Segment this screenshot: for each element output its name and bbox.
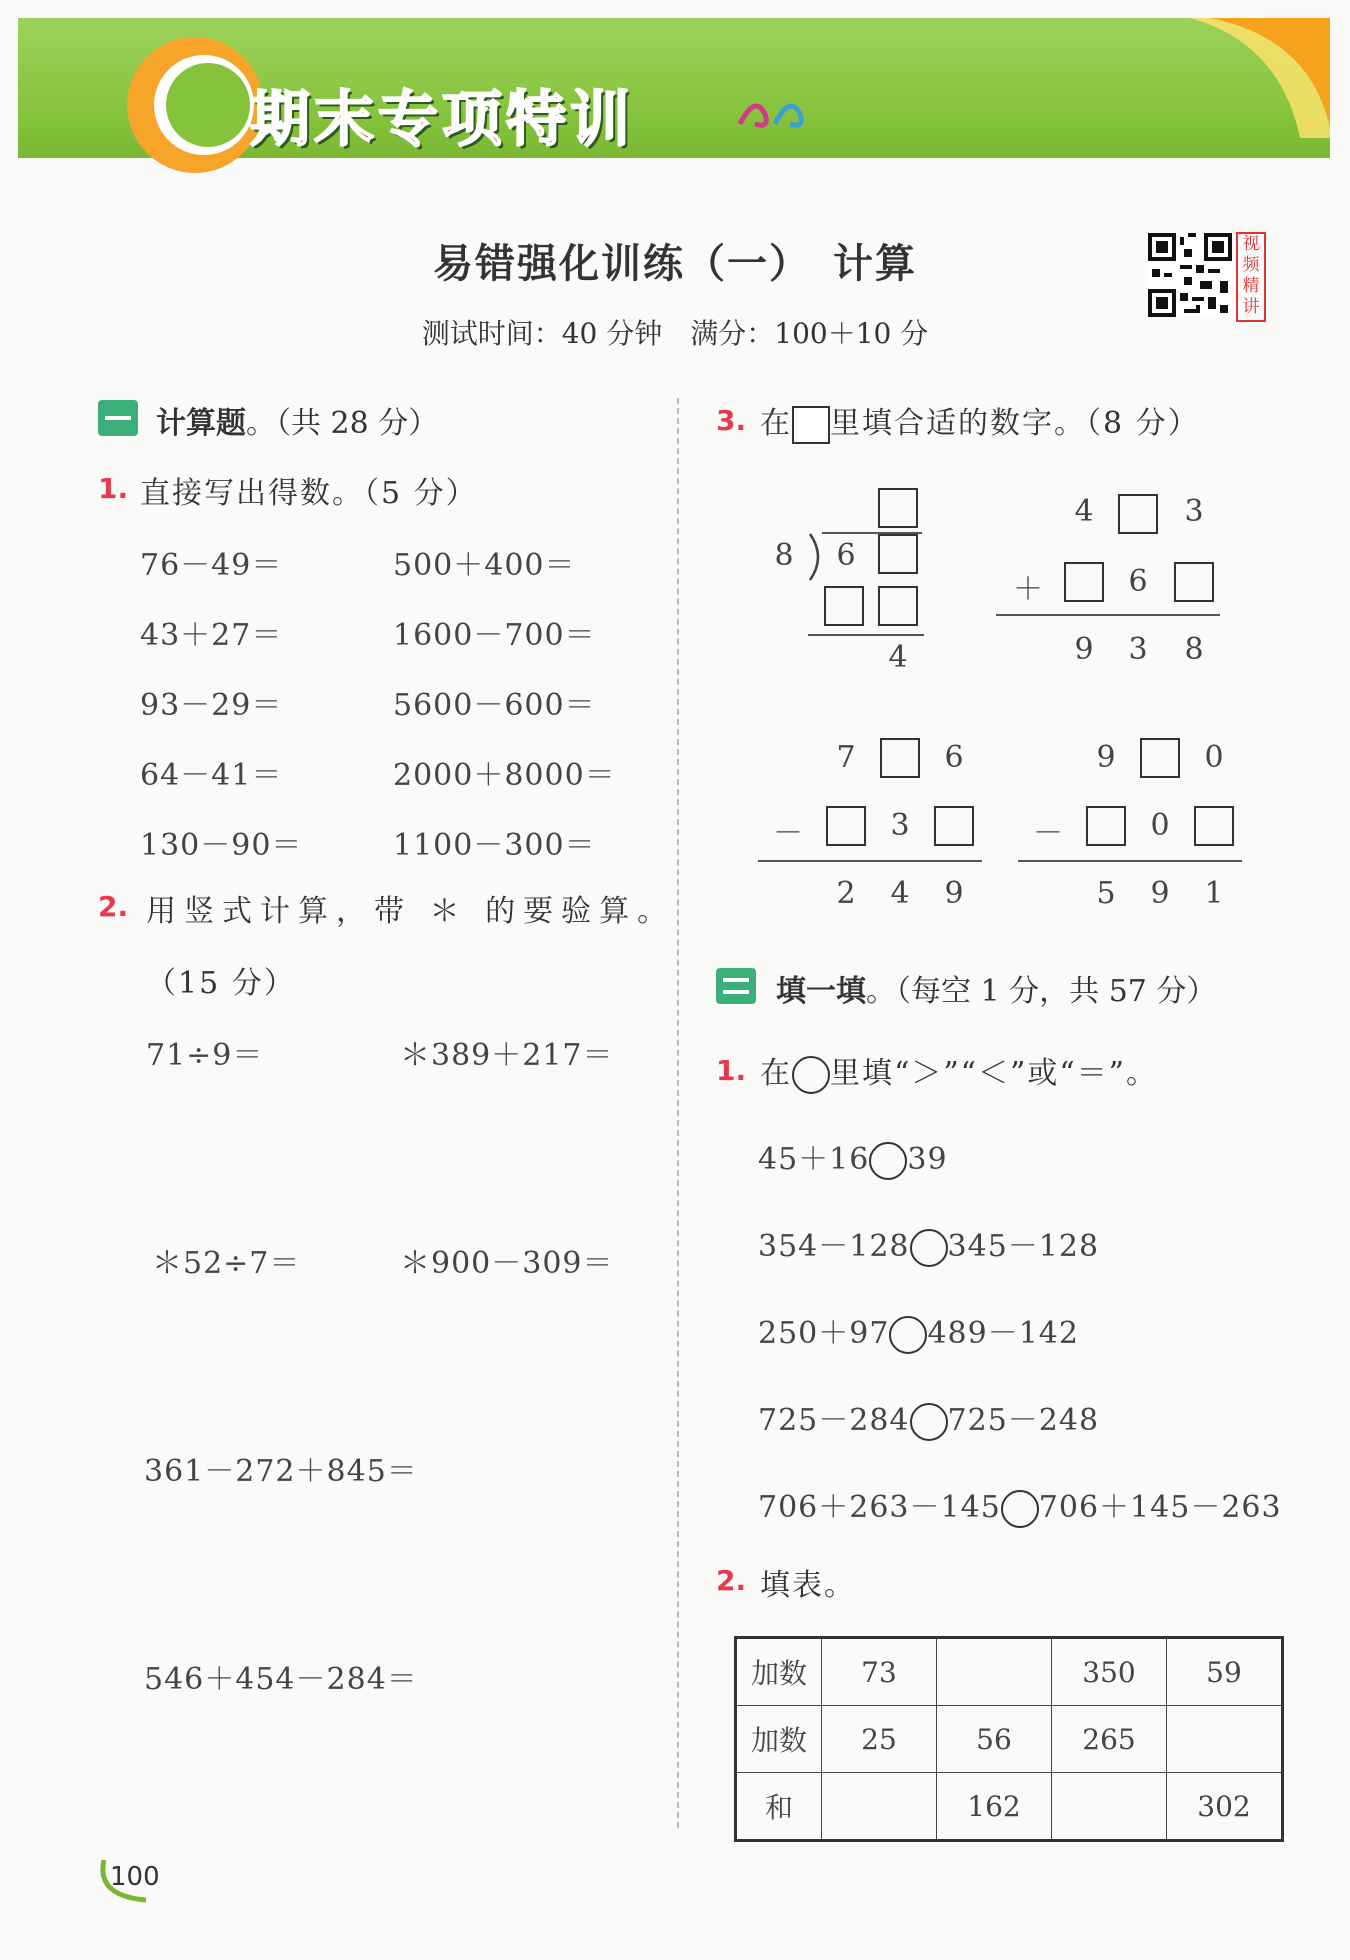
s2q1-text-before: 在 (760, 1056, 792, 1091)
division-bracket (806, 532, 828, 582)
column-divider (677, 398, 679, 1828)
digit: 9 (1096, 740, 1116, 775)
answer-box[interactable] (824, 586, 864, 626)
section2-title: 填一填 (776, 974, 866, 1009)
answer-box[interactable] (1194, 806, 1234, 846)
section1-title: 计算题 (156, 406, 246, 441)
q1-item: 76－49＝ (140, 548, 283, 583)
qr-label-char: 讲 (1242, 297, 1260, 317)
s2q2-text: 填表。 (760, 1568, 856, 1603)
table-cell: 56 (937, 1706, 1052, 1773)
compare-left: 354－128 (758, 1229, 910, 1264)
q3-number: 3. (716, 404, 747, 437)
answer-box[interactable] (934, 806, 974, 846)
digit: 9 (1150, 876, 1170, 911)
q2-item: 71÷9＝ (146, 1038, 264, 1073)
compare-right: 489－142 (927, 1316, 1079, 1351)
q1-item: 130－90＝ (140, 828, 303, 863)
qr-label-char: 视 (1242, 234, 1260, 254)
section2-heading (776, 966, 1216, 1010)
s2q1-number: 1. (716, 1054, 747, 1087)
section2-detail: 。（每空 1 分，共 57 分） (866, 974, 1217, 1009)
digit: 0 (1150, 808, 1170, 843)
section1-detail: 。（共 28 分） (246, 406, 439, 441)
q1-item: 64－41＝ (140, 758, 283, 793)
compare-item (758, 1134, 948, 1180)
qr-label-char: 精 (1242, 276, 1260, 296)
q3-text-after: 里填合适的数字。（8 分） (830, 406, 1200, 441)
table-cell-blank[interactable] (1052, 1773, 1167, 1841)
table-cell: 59 (1167, 1638, 1283, 1706)
answer-circle[interactable] (910, 1403, 948, 1441)
s2q1-text (760, 1048, 1158, 1094)
q2-item: ＊900－309＝ (400, 1246, 614, 1281)
section1-heading (156, 398, 438, 442)
q2-text: 用竖式计算，带 ＊ 的要验算。 (146, 894, 676, 929)
row-header: 加数 (736, 1706, 822, 1773)
answer-box[interactable] (1174, 562, 1214, 602)
table-cell: 302 (1167, 1773, 1283, 1841)
q1-item: 93－29＝ (140, 688, 283, 723)
digit: 0 (1204, 740, 1224, 775)
page-title: 易错强化训练（一） 计算 (433, 241, 917, 287)
answer-box[interactable] (1140, 738, 1180, 778)
table-row (736, 1706, 1283, 1773)
operator: ＋ (1013, 572, 1043, 607)
table-row (736, 1773, 1283, 1841)
q2-item: ＊52÷7＝ (152, 1246, 301, 1281)
digit: 2 (836, 876, 856, 911)
compare-left: 45＋16 (758, 1142, 870, 1177)
digit: 5 (1096, 876, 1116, 911)
answer-circle[interactable] (889, 1316, 927, 1354)
q1-item: 43＋27＝ (140, 618, 283, 653)
division-line (808, 634, 924, 636)
answer-circle[interactable] (1001, 1490, 1039, 1528)
answer-box[interactable] (878, 534, 918, 574)
q3-text (760, 398, 1200, 444)
answer-box[interactable] (1118, 494, 1158, 534)
q2-item: 546＋454－284＝ (144, 1662, 418, 1697)
q2-item: 361－272＋845＝ (144, 1454, 418, 1489)
q2-score: （15 分） (146, 966, 296, 1001)
banner-swoosh (1190, 18, 1330, 138)
digit: 8 (1184, 632, 1204, 667)
table-row (736, 1638, 1283, 1706)
q1-item: 5600－600＝ (393, 688, 596, 723)
table-cell-blank[interactable] (822, 1773, 937, 1841)
compare-right: 706＋145－263 (1038, 1490, 1282, 1525)
q1-text: 直接写出得数。（5 分） (140, 476, 478, 511)
qr-label (1236, 232, 1266, 322)
digit: 4 (890, 876, 910, 911)
q2-number: 2. (98, 890, 129, 923)
compare-item (758, 1395, 1099, 1441)
table-cell: 162 (937, 1773, 1052, 1841)
remainder: 4 (888, 640, 908, 675)
compare-left: 706＋263－145 (758, 1490, 1001, 1525)
section2-badge (716, 968, 756, 1004)
compare-right: 39 (907, 1142, 948, 1177)
digit: 3 (890, 808, 910, 843)
digit: 9 (944, 876, 964, 911)
operator: － (1033, 816, 1063, 851)
q1-number: 1. (98, 472, 129, 505)
answer-box[interactable] (1064, 562, 1104, 602)
digit: 9 (1074, 632, 1094, 667)
q2-item: ＊389＋217＝ (400, 1038, 614, 1073)
row-header: 加数 (736, 1638, 822, 1706)
compare-item (758, 1482, 1282, 1528)
section1-badge (98, 400, 138, 436)
difference-line (1018, 860, 1242, 862)
fill-table (734, 1636, 1284, 1842)
q1-item: 1100－300＝ (393, 828, 596, 863)
answer-circle-sample (792, 1056, 830, 1094)
compare-left: 250＋97 (758, 1316, 890, 1351)
table-cell: 265 (1052, 1706, 1167, 1773)
answer-box[interactable] (1086, 806, 1126, 846)
digit: 6 (944, 740, 964, 775)
digit: 6 (1128, 564, 1148, 599)
banner-swirl-icon (735, 94, 815, 134)
compare-right: 725－248 (947, 1403, 1100, 1438)
banner-title: 期末专项特训 (250, 85, 634, 155)
digit: 4 (1074, 494, 1094, 529)
qr-code-icon[interactable] (1148, 232, 1232, 318)
compare-left: 725－284 (758, 1403, 910, 1438)
answer-box-sample (792, 406, 830, 444)
table-cell: 350 (1052, 1638, 1167, 1706)
digit: 1 (1204, 876, 1224, 911)
compare-item (758, 1221, 1099, 1267)
digit: 3 (1184, 494, 1204, 529)
row-header: 和 (736, 1773, 822, 1841)
answer-box[interactable] (878, 488, 918, 528)
compare-item (758, 1308, 1079, 1354)
table-cell-blank[interactable] (1167, 1706, 1283, 1773)
answer-box[interactable] (880, 738, 920, 778)
answer-box[interactable] (878, 586, 918, 626)
qr-label-char: 频 (1242, 255, 1260, 275)
digit: 3 (1128, 632, 1148, 667)
answer-circle[interactable] (910, 1229, 948, 1267)
banner-circle-icon (120, 30, 270, 180)
page-number: 100 (110, 1862, 160, 1892)
operator: － (773, 816, 803, 851)
q1-item: 500＋400＝ (393, 548, 576, 583)
compare-right: 345－128 (947, 1229, 1100, 1264)
answer-circle[interactable] (869, 1142, 907, 1180)
divisor: 8 (774, 538, 794, 573)
table-cell-blank[interactable] (937, 1638, 1052, 1706)
table-cell: 73 (822, 1638, 937, 1706)
table-cell: 25 (822, 1706, 937, 1773)
s2q1-text-after: 里填“＞”“＜”或“＝”。 (830, 1056, 1159, 1091)
q3-text-before: 在 (760, 406, 792, 441)
answer-box[interactable] (826, 806, 866, 846)
page-subtitle: 测试时间：40 分钟 满分：100＋10 分 (421, 317, 929, 350)
digit: 7 (836, 740, 856, 775)
s2q2-number: 2. (716, 1564, 747, 1597)
difference-line (758, 860, 982, 862)
q1-item: 2000＋8000＝ (393, 758, 616, 793)
q1-item: 1600－700＝ (393, 618, 596, 653)
sum-line (996, 614, 1220, 616)
dividend-digit: 6 (836, 538, 856, 573)
